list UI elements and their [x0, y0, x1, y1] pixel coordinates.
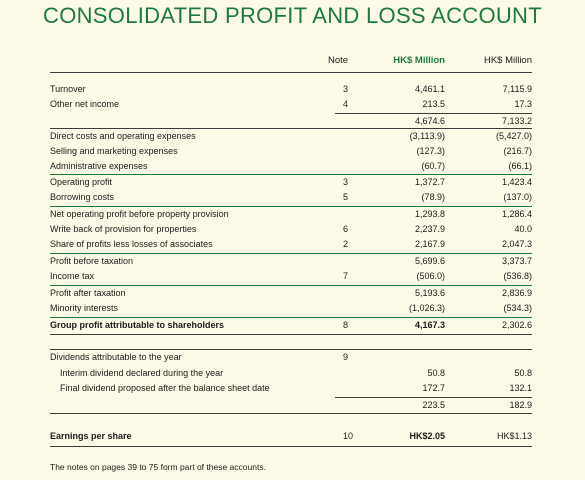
row-current-value: HK$2.05 [409, 431, 445, 441]
row-previous-value: 7,115.9 [502, 84, 532, 94]
row-note: 3 [343, 84, 349, 94]
table-row [50, 222, 532, 237]
table-row [50, 129, 532, 144]
table-row [50, 398, 532, 413]
table-row [50, 82, 532, 97]
table-rule [50, 446, 532, 447]
row-previous-value: 50.8 [514, 368, 532, 378]
table-rule [50, 413, 532, 414]
row-previous-value: 2,047.3 [501, 239, 532, 249]
row-previous-value: (137.0) [503, 192, 532, 202]
table-rule [50, 349, 532, 350]
row-note: 10 [343, 431, 354, 441]
row-current-value: 213.5 [422, 99, 445, 109]
table-rule [50, 72, 532, 73]
row-previous-value: (534.3) [503, 303, 532, 313]
row-note: 6 [343, 224, 349, 234]
row-note: 8 [343, 320, 349, 330]
table-row [50, 350, 532, 365]
table-rule [335, 397, 532, 398]
row-label: Turnover [50, 84, 86, 94]
table-rule [50, 206, 532, 207]
row-label: Final dividend proposed after the balance sheet date [60, 383, 270, 393]
table-row [50, 175, 532, 190]
current-year-column-header: HK$ Million [393, 55, 445, 66]
row-note: 7 [343, 271, 349, 281]
row-previous-value: 40.0 [514, 224, 532, 234]
table-row [50, 366, 532, 381]
row-note: 4 [343, 99, 349, 109]
row-previous-value: (216.7) [503, 146, 532, 156]
row-label: Direct costs and operating expenses [50, 131, 196, 141]
row-label: Profit after taxation [50, 288, 126, 298]
row-previous-value: 7,133.2 [501, 116, 532, 126]
table-row [50, 144, 532, 159]
row-current-value: (60.7) [421, 161, 445, 171]
row-label: Share of profits less losses of associates [50, 239, 213, 249]
row-previous-value: 3,373.7 [501, 256, 532, 266]
row-label: Group profit attributable to shareholders [50, 320, 225, 330]
row-label: Borrowing costs [50, 192, 115, 202]
row-previous-value: 132.1 [509, 383, 532, 393]
row-label: Administrative expenses [50, 161, 148, 171]
table-row [50, 237, 532, 252]
row-current-value: 4,167.3 [414, 320, 445, 330]
row-note: 9 [343, 352, 349, 362]
table-row [50, 97, 532, 112]
row-previous-value: HK$1.13 [496, 431, 532, 441]
row-previous-value: 2,302.6 [501, 320, 532, 330]
row-current-value: 1,372.7 [414, 177, 445, 187]
table-row [50, 301, 532, 316]
note-column-header: Note [328, 55, 349, 66]
row-label: Net operating profit before property provision [50, 209, 229, 219]
row-previous-value: 17.3 [514, 99, 532, 109]
row-previous-value: (5,427.0) [495, 131, 532, 141]
table-rule [50, 285, 532, 286]
row-current-value: 5,193.6 [414, 288, 445, 298]
row-note: 5 [343, 192, 349, 202]
row-label: Interim dividend declared during the year [60, 368, 224, 378]
table-row [50, 269, 532, 284]
table-row [50, 286, 532, 301]
row-previous-value: 1,423.4 [501, 177, 532, 187]
row-current-value: (78.9) [421, 192, 445, 202]
page-title: CONSOLIDATED PROFIT AND LOSS ACCOUNT [43, 3, 542, 28]
row-current-value: (127.3) [416, 146, 445, 156]
row-current-value: 5,699.6 [414, 256, 445, 266]
row-previous-value: (66.1) [508, 161, 532, 171]
row-label: Earnings per share [50, 431, 132, 441]
row-current-value: 2,237.9 [414, 224, 445, 234]
table-rule [50, 174, 532, 175]
table-row [50, 159, 532, 174]
row-previous-value: 182.9 [509, 400, 532, 410]
table-row [50, 254, 532, 269]
row-current-value: (3,113.9) [409, 131, 445, 141]
row-previous-value: 1,286.4 [501, 209, 532, 219]
table-row [50, 429, 532, 444]
row-current-value: 223.5 [422, 400, 445, 410]
row-current-value: 4,461.1 [414, 84, 445, 94]
table-row [50, 381, 532, 396]
table-row [50, 190, 532, 205]
table-row [50, 318, 532, 333]
footnote: The notes on pages 39 to 75 form part of these accounts. [50, 462, 266, 472]
row-previous-value: (536.8) [503, 271, 532, 281]
table-rule [50, 253, 532, 254]
row-note: 2 [343, 239, 349, 249]
row-current-value: 50.8 [427, 368, 445, 378]
table-rule [50, 334, 532, 335]
row-current-value: (1,026.3) [408, 303, 445, 313]
row-previous-value: 2,836.9 [501, 288, 532, 298]
row-current-value: 172.7 [422, 383, 445, 393]
row-note: 3 [343, 177, 349, 187]
row-label: Dividends attributable to the year [50, 352, 182, 362]
row-label: Write back of provision for properties [50, 224, 197, 234]
row-label: Operating profit [50, 177, 113, 187]
previous-year-column-header: HK$ Million [483, 55, 532, 66]
table-rule [50, 128, 532, 129]
table-rule [50, 317, 532, 318]
row-current-value: 1,293.8 [414, 209, 445, 219]
table-row [50, 207, 532, 222]
row-label: Selling and marketing expenses [50, 146, 178, 156]
row-current-value: 4,674.6 [414, 116, 445, 126]
row-label: Minority interests [50, 303, 119, 313]
table-rule [335, 113, 532, 114]
row-label: Income tax [50, 271, 95, 281]
row-label: Profit before taxation [50, 256, 134, 266]
row-label: Other net income [50, 99, 120, 109]
row-current-value: 2,167.9 [414, 239, 445, 249]
row-current-value: (506.0) [416, 271, 445, 281]
